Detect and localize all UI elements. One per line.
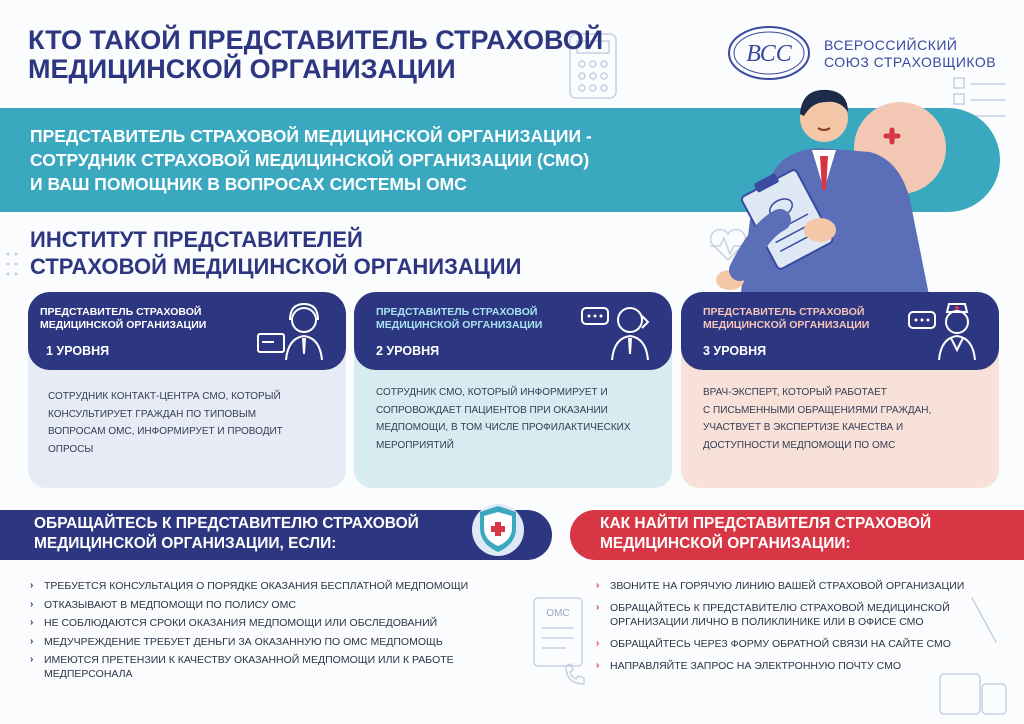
level-2-card-label xyxy=(376,306,542,332)
list-item xyxy=(596,637,996,651)
level-1-desc-line-4: ОПРОСЫ xyxy=(48,443,94,455)
how-to-find-line-2: МЕДИЦИНСКОЙ ОРГАНИЗАЦИИ: xyxy=(600,535,851,552)
level-2-description xyxy=(376,384,656,454)
list-item-text: ОБРАЩАЙТЕСЬ ЧЕРЕЗ ФОРМУ ОБРАТНОЙ СВЯЗИ НА САЙТЕ СМО xyxy=(610,638,951,650)
chevron-right-icon: › xyxy=(596,638,600,649)
list-item-text: МЕДУЧРЕЖДЕНИЕ ТРЕБУЕТ ДЕНЬГИ ЗА ОКАЗАННУЮ ПО ОМС МЕДПОМОЩЬ xyxy=(44,635,443,648)
level-1-card-header xyxy=(28,292,346,370)
level-2-desc-line-2: СОПРОВОЖДАЕТ ПАЦИЕНТОВ ПРИ ОКАЗАНИИ xyxy=(376,404,608,416)
chevron-right-icon: › xyxy=(30,635,34,647)
call-center-operator-icon xyxy=(254,298,332,362)
chevron-right-icon: › xyxy=(596,660,600,671)
subtitle-line-2: СТРАХОВОЙ МЕДИЦИНСКОЙ ОРГАНИЗАЦИИ xyxy=(30,254,522,279)
level-3-title: 3 УРОВНЯ xyxy=(703,344,767,358)
level-2-card xyxy=(354,292,672,488)
list-item-text: НАПРАВЛЯЙТЕ ЗАПРОС НА ЭЛЕКТРОННУЮ ПОЧТУ СМО xyxy=(610,660,902,672)
medical-shield-icon xyxy=(468,498,528,558)
level-3-desc-line-3: УЧАСТВУЕТ В ЭКСПЕРТИЗЕ КАЧЕСТВА И xyxy=(703,422,904,433)
level-1-desc-line-1: СОТРУДНИК КОНТАКТ-ЦЕНТРА СМО, КОТОРЫЙ xyxy=(48,391,281,402)
level-3-desc-line-1: ВРАЧ-ЭКСПЕРТ, КОТОРЫЙ РАБОТАЕТ xyxy=(703,387,887,398)
list-item-text: НЕ СОБЛЮДАЮТСЯ СРОКИ ОКАЗАНИЯ МЕДПОМОЩИ ИЛИ ОБСЛЕДОВАНИЙ xyxy=(44,617,438,629)
when-to-contact-line-1: ОБРАЩАЙТЕСЬ К ПРЕДСТАВИТЕЛЮ СТРАХОВОЙ xyxy=(34,515,419,532)
level-2-desc-line-1: СОТРУДНИК СМО, КОТОРЫЙ ИНФОРМИРУЕТ И xyxy=(376,387,608,398)
list-item xyxy=(30,616,500,630)
phone-consultant-icon xyxy=(580,298,658,362)
level-1-desc-line-3: ВОПРОСАМ ОМС, ИНФОРМИРУЕТ И ПРОВОДИТ xyxy=(48,426,283,437)
list-item xyxy=(30,598,500,612)
chevron-right-icon: › xyxy=(30,654,34,665)
level-1-title: 1 УРОВНЯ xyxy=(46,344,110,358)
level-3-desc-line-4: ДОСТУПНОСТИ МЕДПОМОЩИ ПО ОМС xyxy=(703,439,896,451)
chevron-right-icon: › xyxy=(596,602,600,613)
list-item xyxy=(30,579,500,593)
level-2-desc-line-3: МЕДПОМОЩИ, В ТОМ ЧИСЛЕ ПРОФИЛАКТИЧЕСКИХ xyxy=(376,422,631,433)
how-to-find-list xyxy=(596,579,996,681)
page-title xyxy=(28,26,668,84)
page-title-line-1: КТО ТАКОЙ ПРЕДСТАВИТЕЛЬ СТРАХОВОЙ xyxy=(28,25,604,55)
vss-logo-line-2: СОЮЗ СТРАХОВЩИКОВ xyxy=(824,54,997,70)
level-2-label-line-1: ПРЕДСТАВИТЕЛЬ СТРАХОВОЙ xyxy=(376,306,538,318)
level-1-card xyxy=(28,292,346,488)
phone-icon xyxy=(560,660,590,690)
list-item xyxy=(596,579,996,593)
subtitle-line-1: ИНСТИТУТ ПРЕДСТАВИТЕЛЕЙ xyxy=(30,227,363,252)
level-3-card-header xyxy=(681,292,999,370)
list-item-text: ТРЕБУЕТСЯ КОНСУЛЬТАЦИЯ О ПОРЯДКЕ ОКАЗАНИЯ БЕСПЛАТНОЙ МЕДПОМОЩИ xyxy=(44,580,469,592)
when-to-contact-line-2: МЕДИЦИНСКОЙ ОРГАНИЗАЦИИ, ЕСЛИ: xyxy=(34,535,337,552)
level-1-label-line-1: ПРЕДСТАВИТЕЛЬ СТРАХОВОЙ xyxy=(40,306,202,318)
list-item xyxy=(596,601,996,629)
section-subtitle xyxy=(30,226,521,280)
level-1-label-line-2: МЕДИЦИНСКОЙ ОРГАНИЗАЦИИ xyxy=(40,319,207,331)
level-2-desc-line-4: МЕРОПРИЯТИЙ xyxy=(376,439,454,451)
level-3-card-label xyxy=(703,306,869,332)
list-item-text: ИМЕЮТСЯ ПРЕТЕНЗИИ К КАЧЕСТВУ ОКАЗАННОЙ МЕДПОМОЩИ ИЛИ К РАБОТЕ МЕДПЕРСОНАЛА xyxy=(44,654,454,680)
banner-line-2: СОТРУДНИК СТРАХОВОЙ МЕДИЦИНСКОЙ ОРГАНИЗАЦИИ (СМО) xyxy=(30,150,590,170)
level-3-label-line-2: МЕДИЦИНСКОЙ ОРГАНИЗАЦИИ xyxy=(703,319,870,331)
how-to-find-line-1: КАК НАЙТИ ПРЕДСТАВИТЕЛЯ СТРАХОВОЙ xyxy=(600,515,932,532)
level-1-card-label xyxy=(40,306,206,332)
list-item xyxy=(30,653,500,681)
banner-line-3: И ВАШ ПОМОЩНИК В ВОПРОСАХ СИСТЕМЫ ОМС xyxy=(30,174,467,194)
vss-logo-line-1: ВСЕРОССИЙСКИЙ xyxy=(824,37,958,53)
list-item-text: ЗВОНИТЕ НА ГОРЯЧУЮ ЛИНИЮ ВАШЕЙ СТРАХОВОЙ ОРГАНИЗАЦИИ xyxy=(610,580,965,592)
vss-logo-letters: ВСС xyxy=(746,41,792,67)
chevron-right-icon: › xyxy=(30,580,34,591)
list-item-text: ОБРАЩАЙТЕСЬ К ПРЕДСТАВИТЕЛЮ СТРАХОВОЙ МЕДИЦИНСКОЙ ОРГАНИЗАЦИИ ЛИЧНО В ПОЛИКЛИНИКЕ ИЛИ В ОФИСЕ СМО xyxy=(610,602,950,628)
dots-pattern-icon xyxy=(4,250,24,310)
level-2-title: 2 УРОВНЯ xyxy=(376,344,440,358)
when-to-contact-title xyxy=(34,514,419,554)
page-title-line-2: МЕДИЦИНСКОЙ ОРГАНИЗАЦИИ xyxy=(28,54,456,84)
level-1-description xyxy=(48,388,328,458)
insurance-representative-illustration xyxy=(700,70,1000,300)
chevron-right-icon: › xyxy=(30,617,34,628)
level-1-desc-line-2: КОНСУЛЬТИРУЕТ ГРАЖДАН ПО ТИПОВЫМ xyxy=(48,408,257,420)
level-3-label-line-1: ПРЕДСТАВИТЕЛЬ СТРАХОВОЙ xyxy=(703,306,865,318)
vss-logo-text xyxy=(824,37,996,71)
oms-card-label: ОМС xyxy=(546,608,570,619)
definition-banner-text xyxy=(30,124,790,196)
when-to-contact-list xyxy=(30,579,500,686)
level-2-label-line-2: МЕДИЦИНСКОЙ ОРГАНИЗАЦИИ xyxy=(376,319,543,331)
doctor-expert-icon xyxy=(907,298,985,362)
level-3-desc-line-2: С ПИСЬМЕННЫМИ ОБРАЩЕНИЯМИ ГРАЖДАН, xyxy=(703,404,932,416)
banner-line-1: ПРЕДСТАВИТЕЛЬ СТРАХОВОЙ МЕДИЦИНСКОЙ ОРГАНИЗАЦИИ - xyxy=(30,126,592,146)
list-item xyxy=(30,635,500,649)
list-item xyxy=(596,659,996,673)
level-3-card xyxy=(681,292,999,488)
how-to-find-title xyxy=(600,514,931,554)
list-item-text: ОТКАЗЫВАЮТ В МЕДПОМОЩИ ПО ПОЛИСУ ОМС xyxy=(44,598,296,611)
chevron-right-icon: › xyxy=(30,598,34,610)
level-3-description xyxy=(703,384,983,454)
chevron-right-icon: › xyxy=(596,580,600,591)
level-2-card-header xyxy=(354,292,672,370)
